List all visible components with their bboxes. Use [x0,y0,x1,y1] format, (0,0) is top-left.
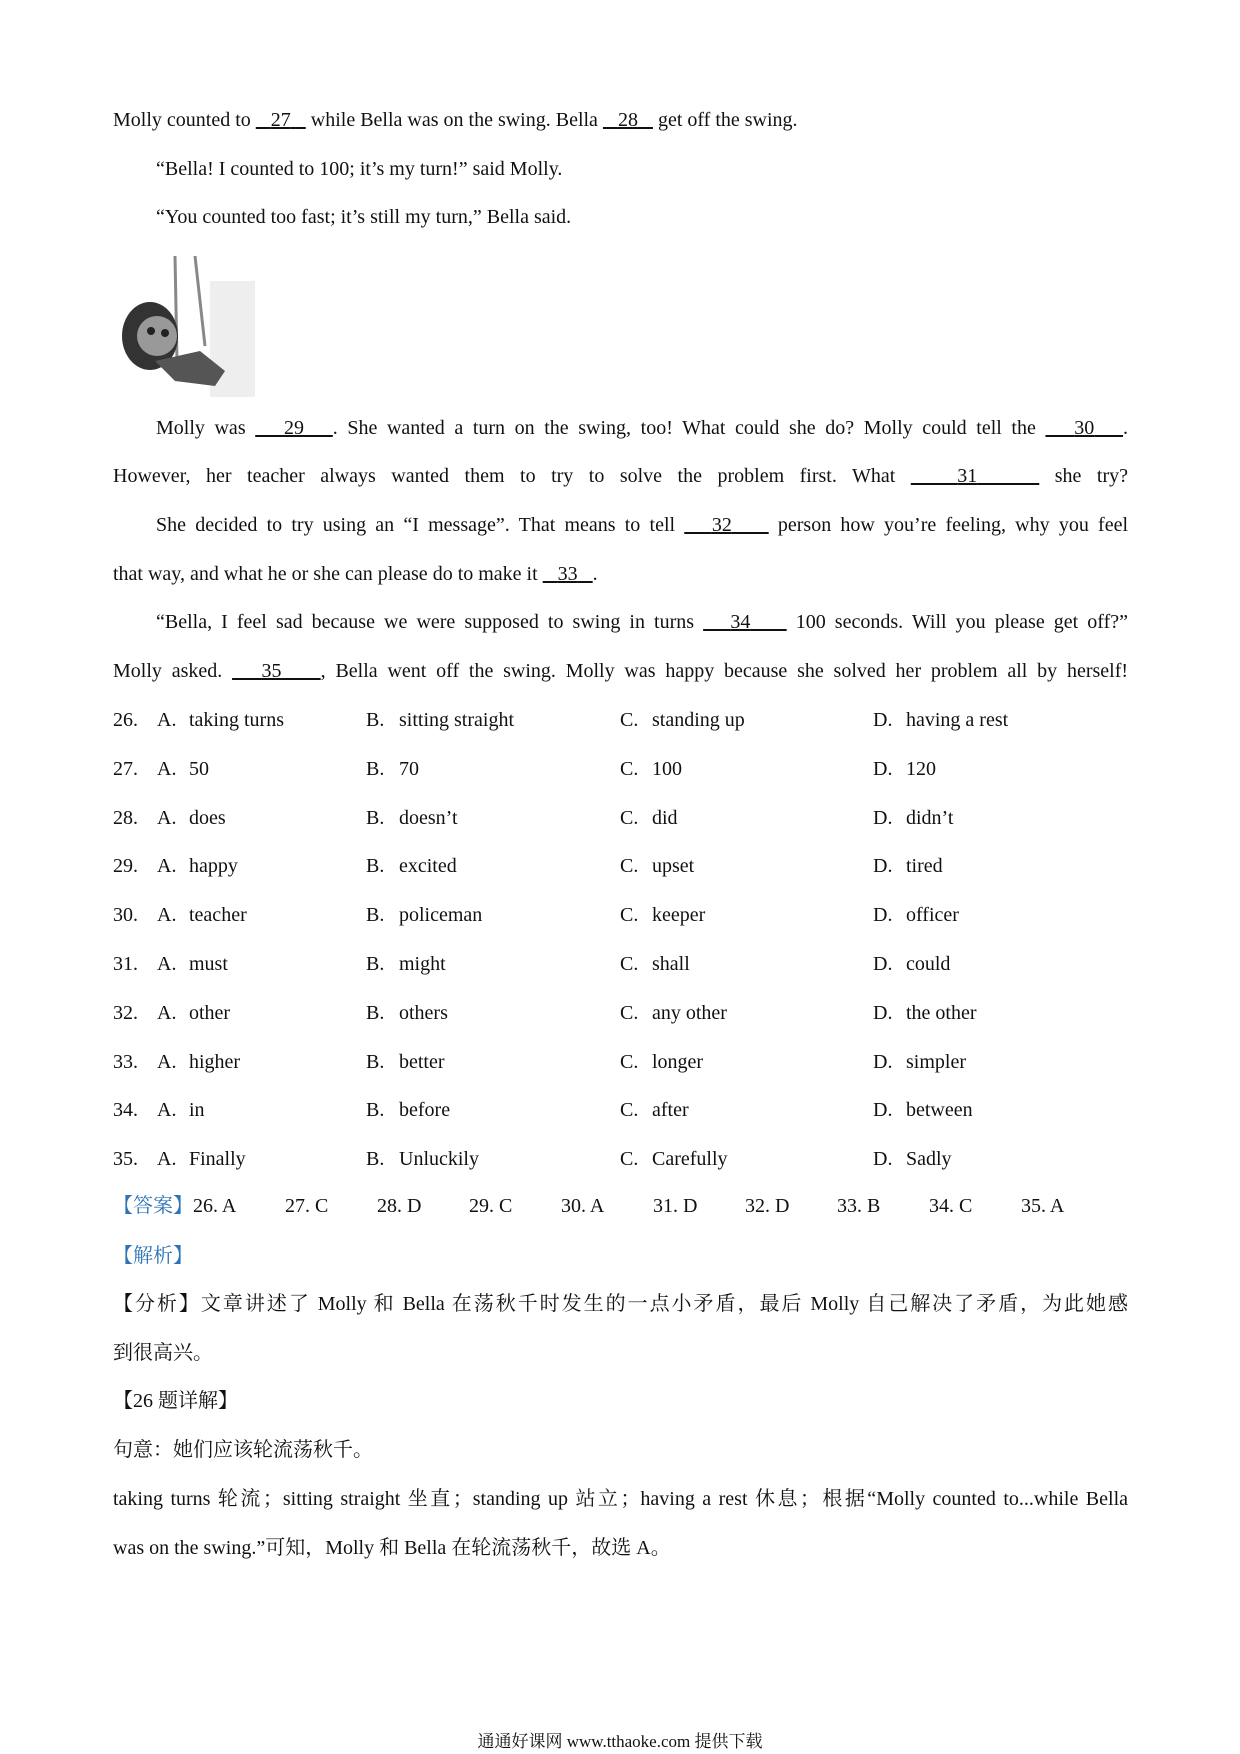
option-letter: D. [873,1148,893,1171]
option-text[interactable]: did [652,806,678,829]
option-letter: C. [620,1050,639,1073]
blank-28: 28 [617,109,638,131]
option-text[interactable]: 120 [906,757,936,780]
answer-label: 【答案】 [113,1195,193,1217]
passage-line: “Bella! I counted to 100; it’s my turn!” said Molly. [156,158,563,180]
option-letter: A. [157,1099,177,1122]
blank-27: 27 [270,109,291,131]
answer-item: 29. C [469,1195,513,1217]
answer-item: 30. A [561,1195,605,1217]
option-text[interactable]: higher [189,1050,241,1073]
option-text[interactable]: must [189,953,228,975]
detail-text: 句意：她们应该轮流荡秋千。 [113,1439,373,1461]
option-letter: C. [620,709,639,731]
option-text[interactable]: Carefully [652,1148,728,1171]
option-letter: A. [157,1148,177,1171]
option-letter: D. [873,1050,893,1073]
option-text[interactable]: the other [906,1001,977,1024]
option-letter: A. [157,904,177,927]
option-text[interactable]: upset [652,855,695,878]
passage-line: However, her teacher always wanted them to try to solve the problem first. What 31 she try? [113,465,1129,487]
option-letter: C. [620,855,639,878]
option-letter: D. [873,1001,893,1024]
passage-line: that way, and what he or she can please do to make it 33 . [113,563,598,585]
question-number: 26. [113,709,138,731]
option-letter: C. [620,806,639,829]
option-letter: B. [366,806,385,829]
option-text[interactable]: better [399,1050,445,1073]
option-text[interactable]: 100 [652,757,682,780]
option-text[interactable]: sitting straight [399,709,514,731]
detail-text: taking turns 轮流；sitting straight 坐直；standing up 站立；having a rest 休息；根据“Molly counted to...while Bella [113,1488,1128,1510]
option-letter: D. [873,904,893,927]
answer-item: 34. C [929,1195,973,1217]
analysis-label: 【解析】 [113,1245,193,1267]
option-text[interactable]: could [906,953,951,975]
question-number: 31. [113,953,138,975]
passage-line: She decided to try using an “I message”. That means to tell 32 person how you’re feeling, why you feel [156,514,1129,536]
option-letter: C. [620,1148,639,1171]
option-letter: B. [366,1001,385,1024]
option-text[interactable]: simpler [906,1050,966,1073]
option-letter: A. [157,1050,177,1073]
option-letter: B. [366,709,385,731]
option-letter: C. [620,757,639,780]
option-letter: C. [620,904,639,927]
option-text[interactable]: Finally [189,1148,246,1171]
footer: 通通好课网 www.tthaoke.com 提供下载 [477,1732,763,1751]
option-letter: A. [157,855,177,878]
option-text[interactable]: in [189,1099,205,1122]
option-text[interactable]: standing up [652,709,745,731]
passage-line: Molly counted to 27 while Bella was on the swing. Bella 28 get off the swing. [113,109,798,131]
option-text[interactable]: between [906,1099,973,1122]
option-text[interactable]: doesn’t [399,806,458,829]
answer-item: 33. B [837,1195,881,1217]
answer-line [113,1193,1128,1219]
option-text[interactable]: didn’t [906,806,954,829]
answer-item: 32. D [745,1195,790,1217]
option-text[interactable]: might [399,953,446,975]
option-text[interactable]: 50 [189,757,209,780]
option-text[interactable]: Sadly [906,1148,952,1171]
passage-line: Molly asked. 35 , Bella went off the swing. Molly was happy because she solved her problem all by herself! [113,660,1129,682]
option-text[interactable]: taking turns [189,709,284,731]
question-number: 35. [113,1148,138,1171]
option-letter: D. [873,709,893,731]
option-text[interactable]: policeman [399,904,483,927]
option-text[interactable]: tired [906,855,943,878]
option-letter: C. [620,1099,639,1122]
option-text[interactable]: happy [189,855,238,878]
detail-text: was on the swing.”可知，Molly 和 Bella 在轮流荡秋千，故选 A。 [113,1537,671,1559]
question-number: 30. [113,904,138,927]
passage-line: “Bella, I feel sad because we were supposed to swing in turns 34 100 seconds. Will you please get off?” [156,611,1129,633]
option-letter: B. [366,953,385,975]
option-letter: A. [157,709,177,731]
passage-line: “You counted too fast; it’s still my turn,” Bella said. [156,206,572,228]
question-number: 33. [113,1050,138,1073]
question-number: 27. [113,757,138,780]
option-letter: A. [157,806,177,829]
girl-on-swing-illustration [115,251,255,397]
option-letter: B. [366,1148,385,1171]
option-letter: D. [873,953,893,975]
answer-item: 26. A [193,1195,237,1217]
option-text[interactable]: officer [906,904,959,927]
option-text[interactable]: teacher [189,904,247,927]
answer-item: 35. A [1021,1195,1065,1217]
option-letter: D. [873,806,893,829]
answer-item: 28. D [377,1195,422,1217]
option-letter: C. [620,1001,639,1024]
option-letter: A. [157,953,177,975]
option-text[interactable]: Unluckily [399,1148,479,1171]
option-letter: B. [366,757,385,780]
option-letter: D. [873,855,893,878]
question-number: 32. [113,1001,138,1024]
passage-line: Molly was 29 . She wanted a turn on the swing, too! What could she do? Molly could tell the 30 . [156,417,1129,439]
option-letter: B. [366,855,385,878]
question-number: 28. [113,806,138,829]
option-letter: D. [873,757,893,780]
option-text[interactable]: longer [652,1050,704,1073]
option-text[interactable]: before [399,1099,451,1122]
option-letter: D. [873,1099,893,1122]
option-text[interactable]: after [652,1099,689,1122]
option-text[interactable]: does [189,806,226,829]
option-letter: A. [157,1001,177,1024]
question-number: 34. [113,1099,138,1122]
option-text[interactable]: others [399,1001,448,1024]
option-letter: A. [157,757,177,780]
answer-item: 27. C [285,1195,329,1217]
option-text[interactable]: shall [652,953,690,975]
option-text[interactable]: any other [652,1001,727,1024]
option-text[interactable]: excited [399,855,457,878]
option-letter: B. [366,1050,385,1073]
option-text[interactable]: having a rest [906,709,1009,731]
option-letter: B. [366,1099,385,1122]
option-letter: B. [366,904,385,927]
option-text[interactable]: 70 [399,757,419,780]
detail-title: 【26 题详解】 [113,1390,238,1412]
analysis-text: 到很高兴。 [113,1342,213,1364]
option-text[interactable]: keeper [652,904,706,927]
option-text[interactable]: other [189,1001,231,1024]
analysis-text: 【分析】文章讲述了 Molly 和 Bella 在荡秋千时发生的一点小矛盾，最后 Molly 自己解决了矛盾，为此她感 [113,1293,1128,1315]
option-letter: C. [620,953,639,975]
question-number: 29. [113,855,138,878]
answer-item: 31. D [653,1195,698,1217]
